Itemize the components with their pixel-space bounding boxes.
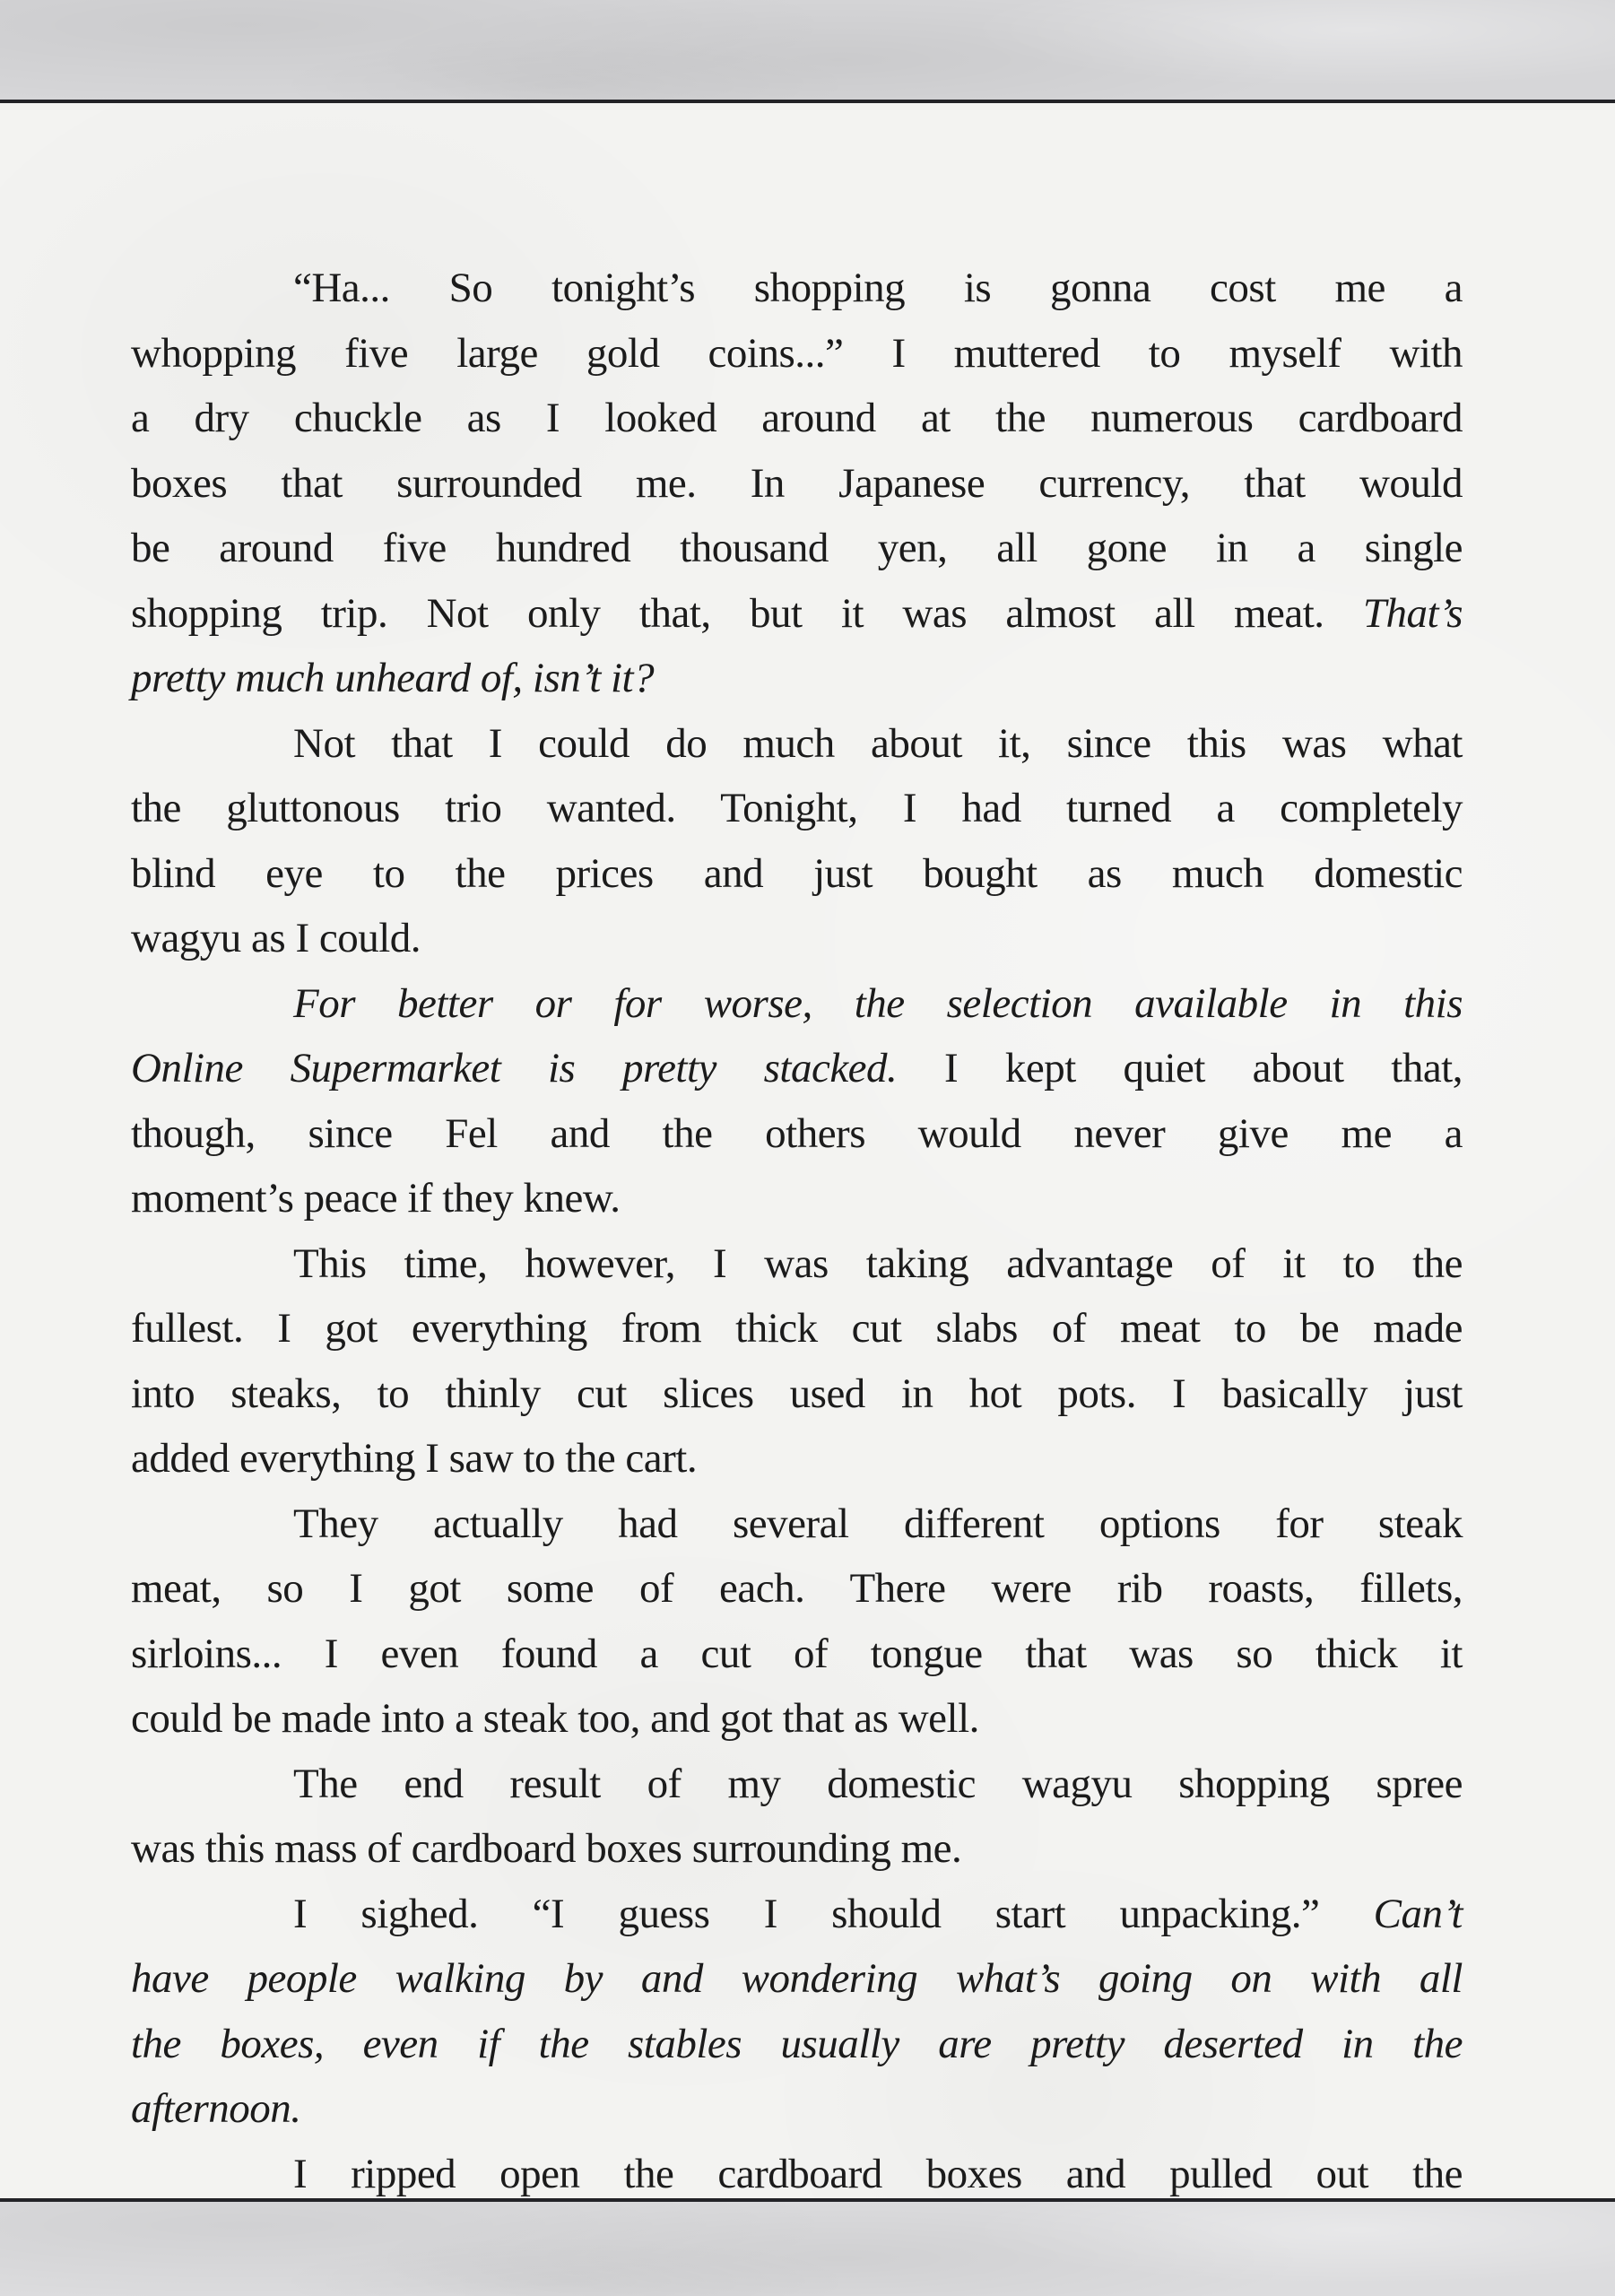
text-segment: sirloins... I even found a cut of tongue that was so thick it (131, 1630, 1463, 1677)
book-page (0, 103, 1615, 2198)
text-line (131, 1036, 1463, 1101)
text-line (131, 1426, 1463, 1492)
text-line (131, 581, 1463, 647)
text-line (131, 1752, 1463, 1817)
outer-texture-bottom (0, 2202, 1615, 2296)
text-line (131, 1166, 1463, 1231)
text-line (131, 386, 1463, 451)
text-segment: This time, however, I was taking advantage of it to the (293, 1239, 1463, 1287)
italic-text-segment: Can’t (1373, 1890, 1463, 1937)
text-segment: into steaks, to thinly cut slices used in hot pots. I basically just (131, 1370, 1463, 1417)
text-line (131, 1946, 1463, 2012)
italic-text-segment: afternoon. (131, 2085, 301, 2132)
text-line (131, 1622, 1463, 1687)
text-segment: fullest. I got everything from thick cut slabs of meat to be made (131, 1305, 1463, 1352)
text-segment: could be made into a steak too, and got that as well. (131, 1695, 979, 1742)
text-segment: moment’s peace if they knew. (131, 1175, 621, 1222)
text-line (131, 1686, 1463, 1752)
text-line (131, 1816, 1463, 1882)
text-line (131, 451, 1463, 517)
text-segment: They actually had several different options for steak (293, 1500, 1463, 1547)
text-segment: wagyu as I could. (131, 915, 421, 961)
text-segment: though, since Fel and the others would never give me a (131, 1109, 1463, 1157)
text-segment: blind eye to the prices and just bought as much domestic (131, 849, 1463, 897)
text-segment: added everything I saw to the cart. (131, 1435, 698, 1482)
italic-text-segment: For better or for worse, the selection available in this (293, 979, 1463, 1027)
text-line (131, 1361, 1463, 1427)
text-line (131, 711, 1463, 777)
text-segment: I kept quiet about that, (897, 1045, 1463, 1091)
text-segment: The end result of my domestic wagyu shopping spree (293, 1760, 1463, 1807)
text-line (131, 2142, 1463, 2207)
text-segment: a dry chuckle as I looked around at the numerous cardboard (131, 395, 1463, 441)
text-segment: “Ha... So tonight’s shopping is gonna cost me a (293, 265, 1463, 311)
italic-text-segment: That’s (1362, 589, 1463, 637)
text-line (131, 776, 1463, 841)
italic-text-segment: the boxes, even if the stables usually are pretty deserted in the (131, 2020, 1463, 2067)
text-line (131, 841, 1463, 907)
italic-text-segment: pretty much unheard of, isn’t it? (131, 655, 655, 701)
text-line (131, 906, 1463, 971)
text-line (131, 1296, 1463, 1361)
text-segment: I sighed. “I guess I should start unpacking.” (293, 1890, 1374, 1937)
text-segment: whopping five large gold coins...” I muttered to myself with (131, 329, 1463, 377)
text-segment: the gluttonous trio wanted. Tonight, I had turned a completely (131, 785, 1463, 831)
outer-texture-top (0, 0, 1615, 100)
text-line (131, 1882, 1463, 1947)
text-line (131, 971, 1463, 1037)
italic-text-segment: Online Supermarket is pretty stacked. (131, 1045, 898, 1091)
text-line (131, 516, 1463, 581)
text-line (131, 1231, 1463, 1297)
text-line (131, 1556, 1463, 1622)
text-line (131, 646, 1463, 711)
text-line (131, 1101, 1463, 1167)
text-line (131, 321, 1463, 387)
text-segment: shopping trip. Not only that, but it was almost all meat. (131, 589, 1363, 637)
text-segment: I ripped open the cardboard boxes and pulled out the (293, 2150, 1463, 2197)
text-segment: be around five hundred thousand yen, all gone in a single (131, 525, 1463, 571)
text-line (131, 2012, 1463, 2077)
text-line (131, 2076, 1463, 2142)
text-line (131, 1492, 1463, 1557)
text-segment: was this mass of cardboard boxes surrounding me. (131, 1825, 962, 1872)
text-segment: boxes that surrounded me. In Japanese currency, that would (131, 459, 1463, 507)
text-segment: meat, so I got some of each. There were rib roasts, fillets, (131, 1565, 1463, 1612)
italic-text-segment: have people walking by and wondering what’s going on with all (131, 1955, 1463, 2002)
text-segment: Not that I could do much about it, since this was what (293, 719, 1463, 767)
text-line (131, 256, 1463, 321)
page-text (131, 256, 1463, 2272)
